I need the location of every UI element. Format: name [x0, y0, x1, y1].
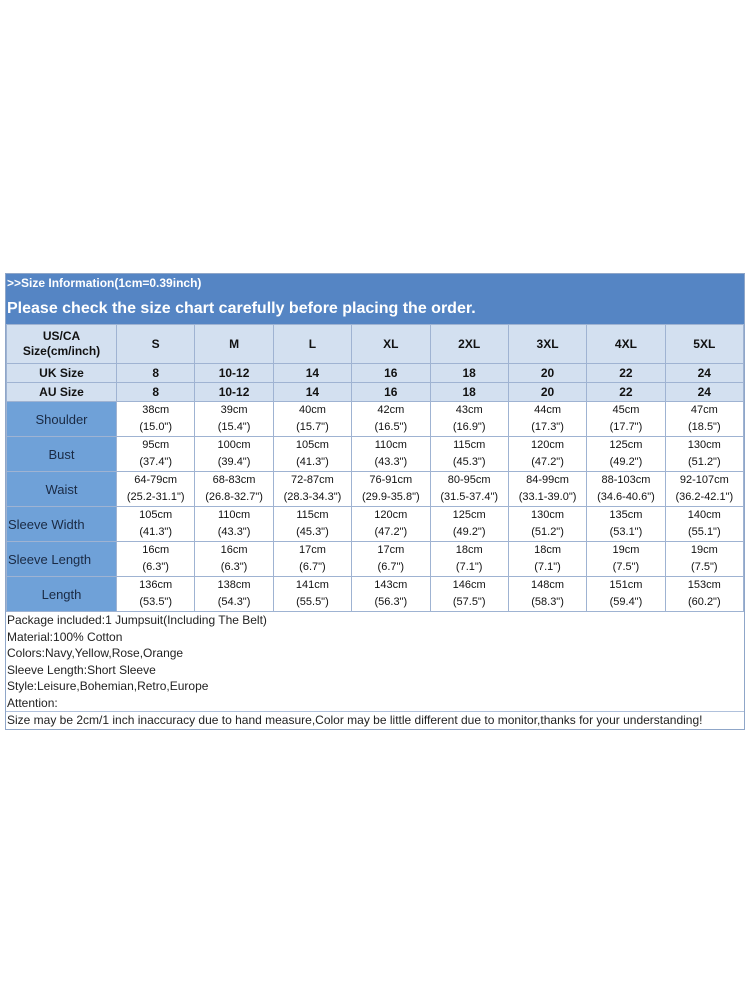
note-disclaimer: Size may be 2cm/1 inch inaccuracy due to hand measure,Color may be little different due to monitor,thanks for your understanding! [6, 711, 744, 729]
value-cm: 105cm [139, 509, 173, 521]
measurement-cell [430, 402, 508, 437]
us-size-cell: L [273, 325, 351, 364]
value-inch: (57.5") [452, 596, 486, 608]
value-cm: 125cm [452, 509, 486, 521]
note-attention: Attention: [7, 695, 58, 710]
measurement-cell [508, 542, 586, 577]
measurement-cell [352, 577, 430, 612]
value-cm: 38cm [142, 404, 170, 416]
value-cm: 130cm [687, 439, 721, 451]
measurement-cell [273, 472, 351, 507]
value-inch: (16.5") [374, 421, 408, 433]
value-inch: (15.7") [296, 421, 329, 433]
us-size-cell: 3XL [508, 325, 586, 364]
value-inch: (53.5") [139, 596, 172, 608]
value-cm: 68-83cm [212, 474, 256, 486]
au-size-cell: 8 [117, 383, 195, 402]
measurement-cell [195, 437, 273, 472]
measurement-cell [117, 577, 195, 612]
value-cm: 151cm [609, 579, 643, 591]
au-size-cell: 20 [508, 383, 586, 402]
measurement-cell [665, 402, 743, 437]
value-inch: (51.2") [687, 456, 721, 468]
us-size-cell: S [117, 325, 195, 364]
au-size-cell: 16 [352, 383, 430, 402]
value-cm: 115cm [296, 509, 329, 521]
value-inch: (47.2") [374, 526, 408, 538]
value-inch: (7.1") [534, 561, 561, 573]
uk-size-cell: 18 [430, 364, 508, 383]
size-check-notice: Please check the size chart carefully before placing the order. [7, 300, 476, 317]
value-cm: 105cm [295, 439, 329, 451]
value-inch: (55.1") [687, 526, 721, 538]
value-inch: (49.2") [452, 526, 486, 538]
measurement-label: Waist [7, 472, 117, 507]
uk-size-row [7, 364, 744, 383]
value-cm: 136cm [139, 579, 173, 591]
value-cm: 40cm [298, 404, 326, 416]
value-cm: 64-79cm [134, 474, 178, 486]
value-inch: (34.6-40.6") [597, 491, 655, 503]
value-cm: 17cm [377, 544, 405, 556]
value-cm: 115cm [453, 439, 486, 451]
au-size-cell: 18 [430, 383, 508, 402]
value-inch: (31.5-37.4") [440, 491, 499, 503]
measurement-cell [273, 437, 351, 472]
value-inch: (36.2-42.1") [675, 491, 734, 503]
value-inch: (47.2") [531, 456, 564, 468]
measurement-row [7, 577, 744, 612]
measurement-label: Sleeve Length [7, 542, 117, 577]
value-inch: (59.4") [609, 596, 643, 608]
value-inch: (15.0") [139, 421, 172, 433]
value-inch: (41.3") [139, 526, 172, 538]
au-size-label: AU Size [7, 383, 117, 402]
value-cm: 135cm [609, 509, 643, 521]
value-cm: 88-103cm [601, 474, 651, 486]
product-notes [6, 612, 744, 729]
value-inch: (6.3") [142, 561, 169, 573]
value-inch: (43.3") [374, 456, 408, 468]
measurement-cell [117, 472, 195, 507]
value-inch: (28.3-34.3") [283, 491, 342, 503]
value-inch: (45.3") [452, 456, 486, 468]
uk-size-cell: 14 [273, 364, 351, 383]
value-inch: (29.9-35.8") [361, 491, 420, 503]
value-cm: 130cm [531, 509, 565, 521]
measurement-cell [352, 542, 430, 577]
value-inch: (18.5") [687, 421, 721, 433]
uk-size-cell: 8 [117, 364, 195, 383]
value-cm: 76-91cm [369, 474, 413, 486]
value-cm: 120cm [531, 439, 565, 451]
value-inch: (54.3") [217, 596, 251, 608]
measurement-cell [117, 507, 195, 542]
measurement-cell [273, 402, 351, 437]
value-cm: 72-87cm [291, 474, 334, 486]
us-label-line1: US/CA [42, 329, 81, 343]
value-cm: 19cm [690, 544, 718, 556]
measurement-cell [430, 542, 508, 577]
uk-size-cell: 24 [665, 364, 743, 383]
measurement-cell [508, 507, 586, 542]
value-cm: 80-95cm [447, 474, 491, 486]
value-cm: 146cm [452, 579, 486, 591]
measurement-cell [508, 402, 586, 437]
value-inch: (25.2-31.1") [126, 491, 185, 503]
value-inch: (56.3") [374, 596, 408, 608]
value-cm: 141cm [295, 579, 329, 591]
measurement-cell [352, 437, 430, 472]
measurement-cell [665, 577, 743, 612]
value-inch: (7.5") [691, 561, 718, 573]
value-cm: 45cm [612, 404, 640, 416]
value-inch: (6.7") [299, 561, 326, 573]
au-size-row [7, 383, 744, 402]
au-size-cell: 24 [665, 383, 743, 402]
measurement-cell [430, 437, 508, 472]
measurement-row [7, 437, 744, 472]
value-inch: (33.1-39.0") [518, 491, 577, 503]
value-cm: 100cm [217, 439, 251, 451]
value-cm: 120cm [374, 509, 408, 521]
measurement-cell [665, 437, 743, 472]
note-style: Style:Leisure,Bohemian,Retro,Europe [7, 679, 209, 693]
value-inch: (49.2") [609, 456, 643, 468]
value-inch: (55.5") [296, 596, 329, 608]
measurement-cell [117, 542, 195, 577]
value-inch: (6.7") [377, 561, 405, 573]
measurement-label: Length [7, 577, 117, 612]
measurement-cell [587, 472, 665, 507]
size-info-banner [6, 274, 744, 324]
au-size-cell: 22 [587, 383, 665, 402]
value-cm: 92-107cm [679, 474, 729, 486]
us-size-row [7, 325, 744, 364]
measurement-cell [508, 472, 586, 507]
value-inch: (45.3") [296, 526, 329, 538]
value-cm: 95cm [142, 439, 170, 451]
measurement-cell [352, 472, 430, 507]
value-cm: 43cm [455, 404, 483, 416]
measurement-cell [665, 542, 743, 577]
value-cm: 125cm [609, 439, 643, 451]
us-size-cell: 2XL [430, 325, 508, 364]
value-cm: 110cm [217, 509, 251, 521]
measurement-cell [195, 542, 273, 577]
measurement-cell [508, 577, 586, 612]
note-package: Package included:1 Jumpsuit(Including The Belt) [7, 613, 267, 627]
value-inch: (26.8-32.7") [205, 491, 263, 503]
measurement-row [7, 507, 744, 542]
value-cm: 148cm [531, 579, 565, 591]
value-inch: (17.3") [531, 421, 564, 433]
measurement-cell [273, 507, 351, 542]
value-cm: 44cm [534, 404, 562, 416]
value-inch: (6.3") [220, 561, 248, 573]
au-size-cell: 14 [273, 383, 351, 402]
value-inch: (7.5") [612, 561, 640, 573]
value-inch: (58.3") [531, 596, 564, 608]
au-size-cell: 10-12 [195, 383, 273, 402]
measurement-cell [430, 507, 508, 542]
value-inch: (37.4") [139, 456, 172, 468]
value-inch: (41.3") [296, 456, 329, 468]
value-inch: (43.3") [217, 526, 251, 538]
value-cm: 110cm [374, 439, 407, 451]
us-label-line2: Size(cm/inch) [22, 344, 101, 358]
value-cm: 143cm [374, 579, 408, 591]
uk-size-cell: 10-12 [195, 364, 273, 383]
measurement-cell [273, 542, 351, 577]
value-inch: (17.7") [609, 421, 643, 433]
measurement-rows [7, 402, 744, 612]
measurement-cell [587, 437, 665, 472]
measurement-cell [508, 437, 586, 472]
uk-size-cell: 22 [587, 364, 665, 383]
note-colors: Colors:Navy,Yellow,Rose,Orange [7, 646, 184, 660]
measurement-cell [430, 577, 508, 612]
measurement-cell [587, 577, 665, 612]
value-inch: (51.2") [531, 526, 564, 538]
value-inch: (7.1") [455, 561, 483, 573]
size-info-title: >>Size Information(1cm=0.39inch) [7, 276, 202, 290]
measurement-cell [352, 507, 430, 542]
uk-size-cell: 16 [352, 364, 430, 383]
measurement-label: Sleeve Width [7, 507, 117, 542]
us-size-label [7, 325, 117, 364]
measurement-cell [430, 472, 508, 507]
measurement-label: Shoulder [7, 402, 117, 437]
value-cm: 19cm [612, 544, 640, 556]
measurement-row [7, 402, 744, 437]
value-cm: 17cm [298, 544, 326, 556]
measurement-cell [587, 542, 665, 577]
measurement-row [7, 472, 744, 507]
uk-size-cell: 20 [508, 364, 586, 383]
value-inch: (60.2") [687, 596, 721, 608]
value-inch: (39.4") [217, 456, 251, 468]
value-inch: (15.4") [217, 421, 251, 433]
measurement-cell [665, 507, 743, 542]
value-cm: 84-99cm [526, 474, 569, 486]
measurement-cell [195, 402, 273, 437]
us-size-cell: 5XL [665, 325, 743, 364]
us-size-cell: 4XL [587, 325, 665, 364]
value-cm: 140cm [687, 509, 721, 521]
value-inch: (53.1") [609, 526, 643, 538]
measurement-cell [195, 472, 273, 507]
measurement-cell [665, 472, 743, 507]
size-table [6, 324, 744, 612]
measurement-row [7, 542, 744, 577]
value-cm: 42cm [377, 404, 405, 416]
measurement-cell [195, 507, 273, 542]
value-cm: 153cm [687, 579, 721, 591]
measurement-cell [117, 437, 195, 472]
value-cm: 18cm [455, 544, 483, 556]
value-inch: (16.9") [452, 421, 486, 433]
us-size-cell: M [195, 325, 273, 364]
value-cm: 16cm [220, 544, 248, 556]
value-cm: 47cm [690, 404, 718, 416]
measurement-cell [195, 577, 273, 612]
measurement-cell [587, 507, 665, 542]
value-cm: 18cm [534, 544, 562, 556]
note-material: Material:100% Cotton [7, 629, 123, 644]
measurement-cell [117, 402, 195, 437]
us-size-cell: XL [352, 325, 430, 364]
value-cm: 39cm [220, 404, 248, 416]
uk-size-label: UK Size [7, 364, 117, 383]
measurement-cell [587, 402, 665, 437]
value-cm: 16cm [142, 544, 170, 556]
measurement-label: Bust [7, 437, 117, 472]
value-cm: 138cm [217, 579, 251, 591]
measurement-cell [273, 577, 351, 612]
measurement-cell [352, 402, 430, 437]
note-sleeve: Sleeve Length:Short Sleeve [7, 662, 156, 677]
size-chart [5, 273, 745, 730]
